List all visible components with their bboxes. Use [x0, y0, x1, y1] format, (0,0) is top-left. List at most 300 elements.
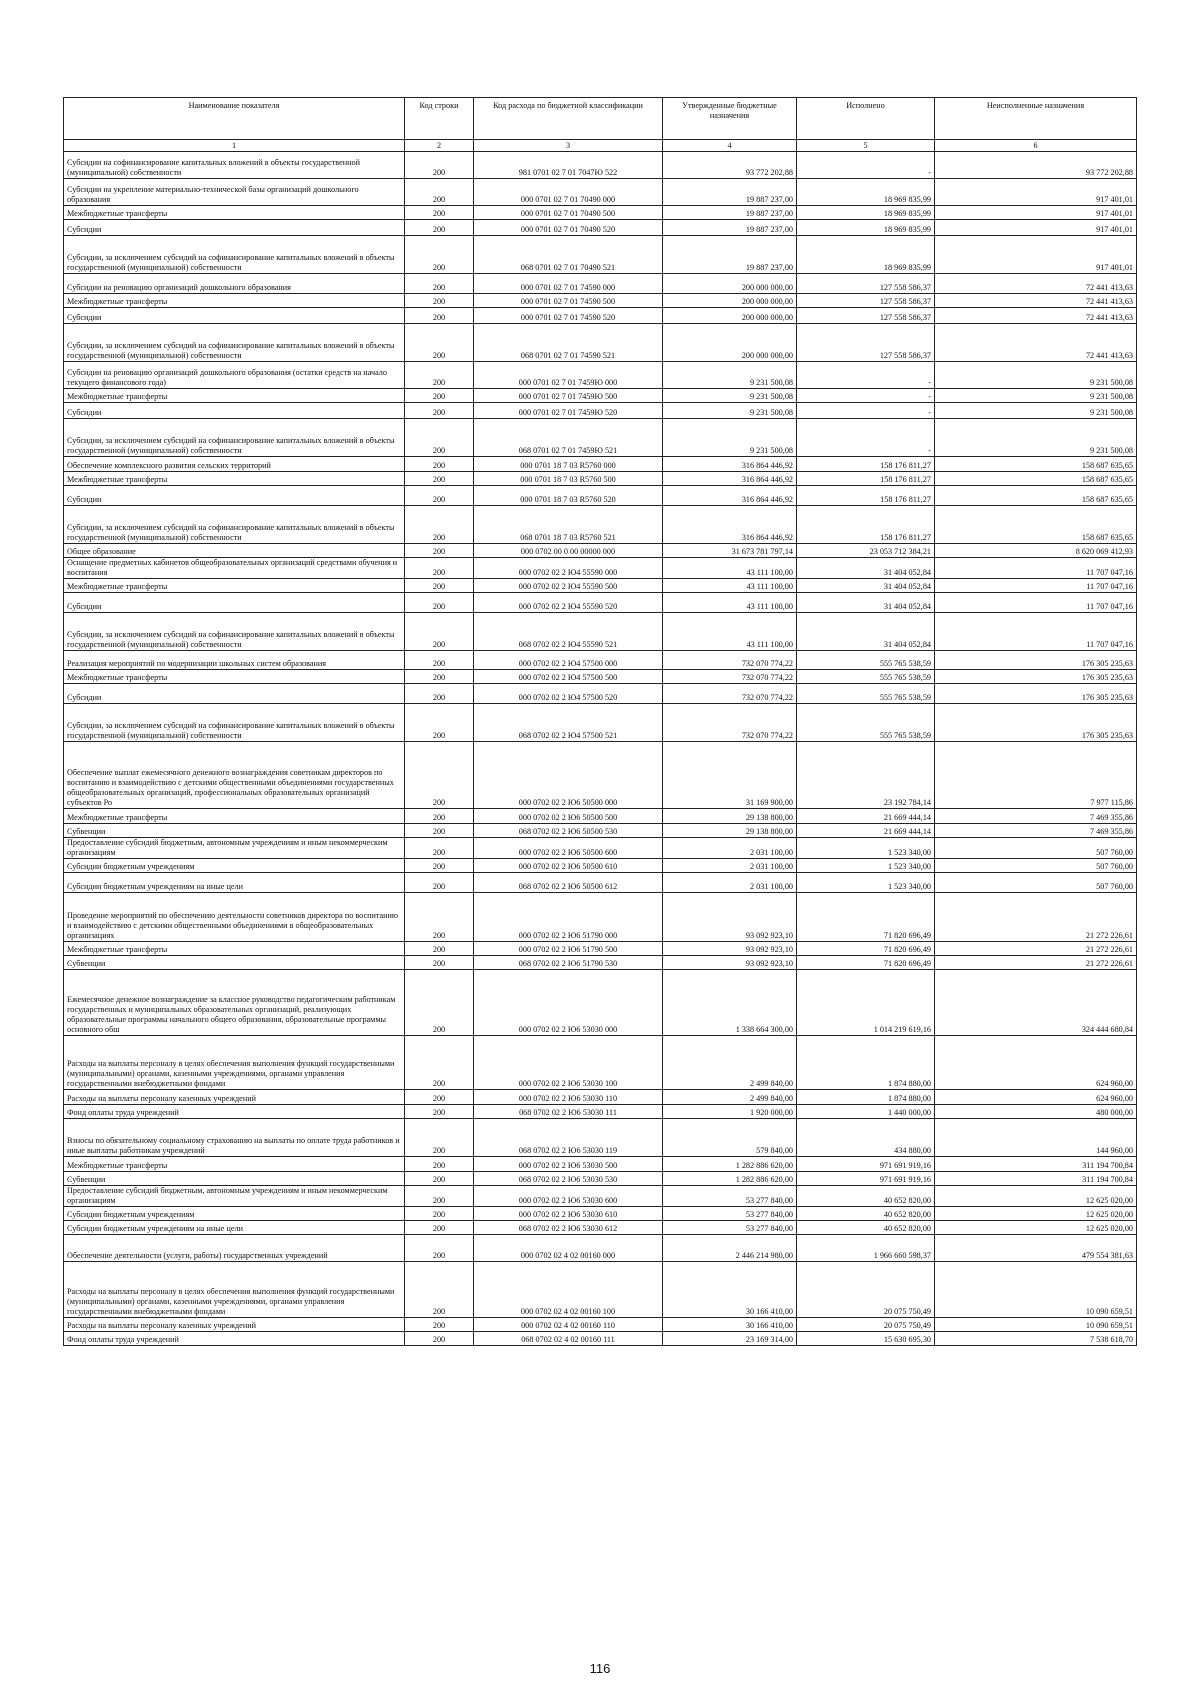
indicator-name-cell: Субсидии — [64, 308, 405, 324]
unexecuted-amount-cell: 311 194 700,84 — [935, 1157, 1137, 1172]
line-code-cell: 200 — [405, 206, 474, 220]
page-number: 116 — [589, 1661, 611, 1676]
line-code-cell: 200 — [405, 942, 474, 956]
line-code-cell: 200 — [405, 1157, 474, 1172]
table-row — [64, 1172, 1137, 1186]
indicator-name-cell: Обеспечение комплексного развития сельских территорий — [64, 457, 405, 472]
unexecuted-amount-cell: 9 231 500,08 — [935, 389, 1137, 403]
line-code-cell: 200 — [405, 544, 474, 558]
classification-code-cell: 000 0702 00 0 00 00000 000 — [474, 544, 663, 558]
approved-amount-cell: 43 111 100,00 — [663, 579, 797, 593]
indicator-name-cell: Межбюджетные трансферты — [64, 389, 405, 403]
executed-amount-cell: 127 558 586,37 — [797, 308, 935, 324]
indicator-name-cell: Субсидии — [64, 684, 405, 704]
executed-amount-cell: 18 969 835,99 — [797, 220, 935, 236]
executed-amount-cell: 71 820 696,49 — [797, 942, 935, 956]
unexecuted-amount-cell: 158 687 635,65 — [935, 472, 1137, 486]
table-row — [64, 942, 1137, 956]
classification-code-cell: 068 0701 02 7 01 7459Ю 521 — [474, 419, 663, 457]
unexecuted-amount-cell: 158 687 635,65 — [935, 457, 1137, 472]
executed-amount-cell: 40 652 820,00 — [797, 1221, 935, 1235]
executed-amount-cell: - — [797, 152, 935, 179]
approved-amount-cell: 732 070 774,22 — [663, 651, 797, 670]
line-code-cell: 200 — [405, 152, 474, 179]
classification-code-cell: 068 0702 02 2 Ю6 53030 612 — [474, 1221, 663, 1235]
executed-amount-cell: 1 874 880,00 — [797, 1090, 935, 1105]
table-row — [64, 893, 1137, 942]
indicator-name-cell: Межбюджетные трансферты — [64, 942, 405, 956]
column-number: 3 — [474, 140, 663, 152]
indicator-name-cell: Предоставление субсидий бюджетным, автономным учреждениям и иным некоммерческим организациям — [64, 1186, 405, 1207]
classification-code-cell: 000 0702 02 2 Ю4 57500 000 — [474, 651, 663, 670]
approved-amount-cell: 53 277 840,00 — [663, 1207, 797, 1221]
approved-amount-cell: 2 031 100,00 — [663, 873, 797, 893]
classification-code-cell: 000 0702 02 2 Ю4 55590 520 — [474, 593, 663, 613]
line-code-cell: 200 — [405, 1186, 474, 1207]
indicator-name-cell: Межбюджетные трансферты — [64, 809, 405, 824]
approved-amount-cell: 19 887 237,00 — [663, 206, 797, 220]
unexecuted-amount-cell: 176 305 235,63 — [935, 704, 1137, 742]
approved-amount-cell: 29 138 800,00 — [663, 809, 797, 824]
approved-amount-cell: 29 138 800,00 — [663, 824, 797, 838]
unexecuted-amount-cell: 72 441 413,63 — [935, 294, 1137, 308]
classification-code-cell: 000 0701 18 7 03 R5760 000 — [474, 457, 663, 472]
table-row — [64, 152, 1137, 179]
executed-amount-cell: 1 523 340,00 — [797, 873, 935, 893]
classification-code-cell: 000 0702 02 2 Ю4 55590 500 — [474, 579, 663, 593]
line-code-cell: 200 — [405, 1262, 474, 1318]
unexecuted-amount-cell: 72 441 413,63 — [935, 308, 1137, 324]
executed-amount-cell: 21 669 444,14 — [797, 809, 935, 824]
line-code-cell: 200 — [405, 236, 474, 274]
indicator-name-cell: Субсидии, за исключением субсидий на софинансирование капитальных вложений в объекты государственной (муниципальной) собственности — [64, 236, 405, 274]
unexecuted-amount-cell: 11 707 047,16 — [935, 579, 1137, 593]
table-row — [64, 1119, 1137, 1157]
indicator-name-cell: Субсидии — [64, 403, 405, 419]
indicator-name-cell: Субсидии бюджетным учреждениям — [64, 1207, 405, 1221]
unexecuted-amount-cell: 176 305 235,63 — [935, 684, 1137, 704]
classification-code-cell: 000 0702 02 2 Ю6 53030 600 — [474, 1186, 663, 1207]
unexecuted-amount-cell: 917 401,01 — [935, 220, 1137, 236]
table-row — [64, 419, 1137, 457]
executed-amount-cell: 158 176 811,27 — [797, 457, 935, 472]
unexecuted-amount-cell: 21 272 226,61 — [935, 956, 1137, 970]
classification-code-cell: 068 0702 02 2 Ю6 51790 530 — [474, 956, 663, 970]
table-row — [64, 179, 1137, 206]
unexecuted-amount-cell: 10 090 659,51 — [935, 1262, 1137, 1318]
executed-amount-cell: 18 969 835,99 — [797, 206, 935, 220]
executed-amount-cell: 127 558 586,37 — [797, 294, 935, 308]
approved-amount-cell: 9 231 500,08 — [663, 362, 797, 389]
approved-amount-cell: 732 070 774,22 — [663, 704, 797, 742]
line-code-cell: 200 — [405, 970, 474, 1036]
indicator-name-cell: Субсидии — [64, 220, 405, 236]
table-row — [64, 670, 1137, 684]
table-row — [64, 1090, 1137, 1105]
approved-amount-cell: 53 277 840,00 — [663, 1221, 797, 1235]
classification-code-cell: 000 0702 02 2 Ю6 50500 600 — [474, 838, 663, 859]
classification-code-cell: 000 0702 02 2 Ю4 57500 500 — [474, 670, 663, 684]
line-code-cell: 200 — [405, 1235, 474, 1262]
classification-code-cell: 000 0702 02 4 02 00160 100 — [474, 1262, 663, 1318]
approved-amount-cell: 2 499 840,00 — [663, 1090, 797, 1105]
approved-amount-cell: 316 864 446,92 — [663, 506, 797, 544]
indicator-name-cell: Субвенции — [64, 956, 405, 970]
executed-amount-cell: 158 176 811,27 — [797, 472, 935, 486]
executed-amount-cell: 20 075 750,49 — [797, 1318, 935, 1332]
header-line-code: Код строки — [405, 98, 474, 140]
classification-code-cell: 068 0702 02 4 02 00160 111 — [474, 1332, 663, 1346]
executed-amount-cell: - — [797, 419, 935, 457]
classification-code-cell: 000 0701 02 7 01 74590 000 — [474, 274, 663, 294]
column-number: 5 — [797, 140, 935, 152]
executed-amount-cell: 18 969 835,99 — [797, 236, 935, 274]
table-row — [64, 1207, 1137, 1221]
line-code-cell: 200 — [405, 506, 474, 544]
line-code-cell: 200 — [405, 613, 474, 651]
approved-amount-cell: 579 840,00 — [663, 1119, 797, 1157]
classification-code-cell: 000 0702 02 2 Ю6 53030 500 — [474, 1157, 663, 1172]
table-row — [64, 308, 1137, 324]
classification-code-cell: 000 0701 02 7 01 7459Ю 500 — [474, 389, 663, 403]
unexecuted-amount-cell: 176 305 235,63 — [935, 670, 1137, 684]
approved-amount-cell: 200 000 000,00 — [663, 324, 797, 362]
line-code-cell: 200 — [405, 179, 474, 206]
classification-code-cell: 000 0702 02 2 Ю6 50500 000 — [474, 742, 663, 809]
table-row — [64, 1235, 1137, 1262]
indicator-name-cell: Субсидии — [64, 486, 405, 506]
unexecuted-amount-cell: 7 469 355,86 — [935, 824, 1137, 838]
line-code-cell: 200 — [405, 362, 474, 389]
approved-amount-cell: 9 231 500,08 — [663, 389, 797, 403]
line-code-cell: 200 — [405, 419, 474, 457]
table-row — [64, 506, 1137, 544]
unexecuted-amount-cell: 9 231 500,08 — [935, 362, 1137, 389]
table-row — [64, 651, 1137, 670]
unexecuted-amount-cell: 624 960,00 — [935, 1090, 1137, 1105]
line-code-cell: 200 — [405, 558, 474, 579]
approved-amount-cell: 31 673 781 797,14 — [663, 544, 797, 558]
classification-code-cell: 000 0702 02 2 Ю6 53030 100 — [474, 1036, 663, 1090]
indicator-name-cell: Субсидии — [64, 593, 405, 613]
line-code-cell: 200 — [405, 457, 474, 472]
approved-amount-cell: 200 000 000,00 — [663, 294, 797, 308]
line-code-cell: 200 — [405, 1172, 474, 1186]
approved-amount-cell: 19 887 237,00 — [663, 236, 797, 274]
table-row — [64, 838, 1137, 859]
column-number-row — [64, 140, 1137, 152]
classification-code-cell: 000 0701 02 7 01 70490 000 — [474, 179, 663, 206]
header-budget-classification-code: Код расхода по бюджетной классификации — [474, 98, 663, 140]
table-row — [64, 704, 1137, 742]
line-code-cell: 200 — [405, 472, 474, 486]
approved-amount-cell: 43 111 100,00 — [663, 613, 797, 651]
table-row — [64, 956, 1137, 970]
executed-amount-cell: 40 652 820,00 — [797, 1186, 935, 1207]
table-row — [64, 1262, 1137, 1318]
approved-amount-cell: 200 000 000,00 — [663, 274, 797, 294]
table-row — [64, 809, 1137, 824]
executed-amount-cell: - — [797, 403, 935, 419]
classification-code-cell: 068 0701 18 7 03 R5760 521 — [474, 506, 663, 544]
unexecuted-amount-cell: 93 772 202,88 — [935, 152, 1137, 179]
classification-code-cell: 000 0702 02 2 Ю6 50500 610 — [474, 859, 663, 873]
table-row — [64, 544, 1137, 558]
classification-code-cell: 068 0702 02 2 Ю4 57500 521 — [474, 704, 663, 742]
executed-amount-cell: 555 765 538,59 — [797, 651, 935, 670]
indicator-name-cell: Расходы на выплаты персоналу казенных учреждений — [64, 1318, 405, 1332]
table-row — [64, 403, 1137, 419]
approved-amount-cell: 9 231 500,08 — [663, 419, 797, 457]
indicator-name-cell: Субсидии на реновацию организаций дошкольного образования (остатки средств на начало текущего финансового года) — [64, 362, 405, 389]
classification-code-cell: 000 0701 02 7 01 70490 500 — [474, 206, 663, 220]
line-code-cell: 200 — [405, 742, 474, 809]
indicator-name-cell: Расходы на выплаты персоналу в целях обеспечения выполнения функций государственными (муниципальными) органами, казенными учреждениями, органами управления государственными внебюджетными фондами — [64, 1262, 405, 1318]
executed-amount-cell: 555 765 538,59 — [797, 684, 935, 704]
unexecuted-amount-cell: 917 401,01 — [935, 206, 1137, 220]
header-unexecuted: Неисполненные назначения — [935, 98, 1137, 140]
executed-amount-cell: 1 014 219 619,16 — [797, 970, 935, 1036]
header-executed: Исполнено — [797, 98, 935, 140]
unexecuted-amount-cell: 21 272 226,61 — [935, 942, 1137, 956]
unexecuted-amount-cell: 158 687 635,65 — [935, 486, 1137, 506]
approved-amount-cell: 93 092 923,10 — [663, 893, 797, 942]
table-row — [64, 1036, 1137, 1090]
indicator-name-cell: Расходы на выплаты персоналу в целях обеспечения выполнения функций государственными (муниципальными) органами, казенными учреждениями, органами управления государственными внебюджетными фондами — [64, 1036, 405, 1090]
approved-amount-cell: 19 887 237,00 — [663, 220, 797, 236]
approved-amount-cell: 1 920 000,00 — [663, 1105, 797, 1119]
line-code-cell: 200 — [405, 893, 474, 942]
classification-code-cell: 000 0701 02 7 01 74590 500 — [474, 294, 663, 308]
line-code-cell: 200 — [405, 274, 474, 294]
indicator-name-cell: Фонд оплаты труда учреждений — [64, 1105, 405, 1119]
unexecuted-amount-cell: 176 305 235,63 — [935, 651, 1137, 670]
line-code-cell: 200 — [405, 670, 474, 684]
header-indicator-name: Наименование показателя — [64, 98, 405, 140]
unexecuted-amount-cell: 917 401,01 — [935, 236, 1137, 274]
approved-amount-cell: 200 000 000,00 — [663, 308, 797, 324]
executed-amount-cell: 31 404 052,84 — [797, 593, 935, 613]
column-number: 2 — [405, 140, 474, 152]
indicator-name-cell: Субсидии, за исключением субсидий на софинансирование капитальных вложений в объекты государственной (муниципальной) собственности — [64, 704, 405, 742]
unexecuted-amount-cell: 158 687 635,65 — [935, 506, 1137, 544]
table-row — [64, 457, 1137, 472]
line-code-cell: 200 — [405, 1105, 474, 1119]
classification-code-cell: 068 0701 02 7 01 70490 521 — [474, 236, 663, 274]
approved-amount-cell: 2 499 840,00 — [663, 1036, 797, 1090]
classification-code-cell: 000 0701 02 7 01 7459Ю 000 — [474, 362, 663, 389]
approved-amount-cell: 2 031 100,00 — [663, 838, 797, 859]
executed-amount-cell: 18 969 835,99 — [797, 179, 935, 206]
indicator-name-cell: Субсидии, за исключением субсидий на софинансирование капитальных вложений в объекты государственной (муниципальной) собственности — [64, 506, 405, 544]
classification-code-cell: 000 0701 02 7 01 74590 520 — [474, 308, 663, 324]
budget-execution-table — [63, 97, 1137, 1346]
classification-code-cell: 000 0702 02 4 02 00160 000 — [474, 1235, 663, 1262]
indicator-name-cell: Субсидии на укрепление материально-технической базы организаций дошкольного образования — [64, 179, 405, 206]
table-header-row — [64, 98, 1137, 140]
line-code-cell: 200 — [405, 1090, 474, 1105]
executed-amount-cell: 31 404 052,84 — [797, 558, 935, 579]
executed-amount-cell: 434 880,00 — [797, 1119, 935, 1157]
unexecuted-amount-cell: 11 707 047,16 — [935, 593, 1137, 613]
table-row — [64, 362, 1137, 389]
classification-code-cell: 000 0702 02 2 Ю4 57500 520 — [474, 684, 663, 704]
executed-amount-cell: 1 523 340,00 — [797, 859, 935, 873]
approved-amount-cell: 30 166 410,00 — [663, 1262, 797, 1318]
table-row — [64, 613, 1137, 651]
classification-code-cell: 000 0702 02 2 Ю6 53030 110 — [474, 1090, 663, 1105]
unexecuted-amount-cell: 72 441 413,63 — [935, 324, 1137, 362]
classification-code-cell: 000 0702 02 2 Ю6 51790 000 — [474, 893, 663, 942]
executed-amount-cell: 71 820 696,49 — [797, 893, 935, 942]
line-code-cell: 200 — [405, 1221, 474, 1235]
column-number: 1 — [64, 140, 405, 152]
line-code-cell: 200 — [405, 486, 474, 506]
executed-amount-cell: 127 558 586,37 — [797, 324, 935, 362]
indicator-name-cell: Ежемесячное денежное вознаграждение за классное руководство педагогическим работникам государственных и муниципальных образовательных организаций, реализующих образовательные программы начального общего образования, образовательные программы основного обш — [64, 970, 405, 1036]
table-row — [64, 970, 1137, 1036]
executed-amount-cell: 21 669 444,14 — [797, 824, 935, 838]
approved-amount-cell: 9 231 500,08 — [663, 403, 797, 419]
unexecuted-amount-cell: 324 444 680,84 — [935, 970, 1137, 1036]
line-code-cell: 200 — [405, 579, 474, 593]
executed-amount-cell: 71 820 696,49 — [797, 956, 935, 970]
line-code-cell: 200 — [405, 824, 474, 838]
approved-amount-cell: 1 282 886 620,00 — [663, 1157, 797, 1172]
line-code-cell: 200 — [405, 809, 474, 824]
unexecuted-amount-cell: 507 760,00 — [935, 873, 1137, 893]
indicator-name-cell: Субсидии, за исключением субсидий на софинансирование капитальных вложений в объекты государственной (муниципальной) собственности — [64, 419, 405, 457]
table-row — [64, 824, 1137, 838]
classification-code-cell: 000 0701 02 7 01 7459Ю 520 — [474, 403, 663, 419]
indicator-name-cell: Субвенции — [64, 1172, 405, 1186]
executed-amount-cell: 158 176 811,27 — [797, 486, 935, 506]
classification-code-cell: 068 0702 02 2 Ю6 53030 111 — [474, 1105, 663, 1119]
line-code-cell: 200 — [405, 593, 474, 613]
approved-amount-cell: 732 070 774,22 — [663, 684, 797, 704]
executed-amount-cell: 1 440 000,00 — [797, 1105, 935, 1119]
unexecuted-amount-cell: 11 707 047,16 — [935, 558, 1137, 579]
executed-amount-cell: 15 630 695,30 — [797, 1332, 935, 1346]
unexecuted-amount-cell: 12 625 020,00 — [935, 1207, 1137, 1221]
unexecuted-amount-cell: 12 625 020,00 — [935, 1221, 1137, 1235]
approved-amount-cell: 93 772 202,88 — [663, 152, 797, 179]
column-number: 6 — [935, 140, 1137, 152]
approved-amount-cell: 2 031 100,00 — [663, 859, 797, 873]
unexecuted-amount-cell: 480 000,00 — [935, 1105, 1137, 1119]
classification-code-cell: 981 0701 02 7 01 7047Ю 522 — [474, 152, 663, 179]
column-number: 4 — [663, 140, 797, 152]
table-row — [64, 1105, 1137, 1119]
approved-amount-cell: 19 887 237,00 — [663, 179, 797, 206]
table-row — [64, 558, 1137, 579]
line-code-cell: 200 — [405, 294, 474, 308]
classification-code-cell: 068 0702 02 2 Ю6 50500 612 — [474, 873, 663, 893]
indicator-name-cell: Фонд оплаты труда учреждений — [64, 1332, 405, 1346]
unexecuted-amount-cell: 9 231 500,08 — [935, 403, 1137, 419]
indicator-name-cell: Субсидии, за исключением субсидий на софинансирование капитальных вложений в объекты государственной (муниципальной) собственности — [64, 613, 405, 651]
indicator-name-cell: Межбюджетные трансферты — [64, 472, 405, 486]
executed-amount-cell: - — [797, 362, 935, 389]
classification-code-cell: 000 0702 02 2 Ю6 53030 610 — [474, 1207, 663, 1221]
classification-code-cell: 000 0701 02 7 01 70490 520 — [474, 220, 663, 236]
table-row — [64, 742, 1137, 809]
line-code-cell: 200 — [405, 873, 474, 893]
indicator-name-cell: Межбюджетные трансферты — [64, 294, 405, 308]
unexecuted-amount-cell: 917 401,01 — [935, 179, 1137, 206]
table-row — [64, 486, 1137, 506]
unexecuted-amount-cell: 9 231 500,08 — [935, 419, 1137, 457]
executed-amount-cell: 127 558 586,37 — [797, 274, 935, 294]
indicator-name-cell: Субсидии бюджетным учреждениям на иные цели — [64, 873, 405, 893]
unexecuted-amount-cell: 11 707 047,16 — [935, 613, 1137, 651]
executed-amount-cell: 23 192 784,14 — [797, 742, 935, 809]
approved-amount-cell: 43 111 100,00 — [663, 558, 797, 579]
unexecuted-amount-cell: 72 441 413,63 — [935, 274, 1137, 294]
line-code-cell: 200 — [405, 403, 474, 419]
indicator-name-cell: Обеспечение деятельности (услуги, работы) государственных учреждений — [64, 1235, 405, 1262]
executed-amount-cell: 1 874 880,00 — [797, 1036, 935, 1090]
line-code-cell: 200 — [405, 324, 474, 362]
line-code-cell: 200 — [405, 389, 474, 403]
indicator-name-cell: Субсидии на реновацию организаций дошкольного образования — [64, 274, 405, 294]
table-row — [64, 206, 1137, 220]
approved-amount-cell: 316 864 446,92 — [663, 472, 797, 486]
unexecuted-amount-cell: 7 977 115,86 — [935, 742, 1137, 809]
indicator-name-cell: Общее образование — [64, 544, 405, 558]
executed-amount-cell: 20 075 750,49 — [797, 1262, 935, 1318]
approved-amount-cell: 43 111 100,00 — [663, 593, 797, 613]
approved-amount-cell: 1 338 664 300,00 — [663, 970, 797, 1036]
table-row — [64, 220, 1137, 236]
table-row — [64, 873, 1137, 893]
executed-amount-cell: 971 691 919,16 — [797, 1172, 935, 1186]
unexecuted-amount-cell: 479 554 381,63 — [935, 1235, 1137, 1262]
approved-amount-cell: 30 166 410,00 — [663, 1318, 797, 1332]
table-row — [64, 389, 1137, 403]
unexecuted-amount-cell: 21 272 226,61 — [935, 893, 1137, 942]
line-code-cell: 200 — [405, 859, 474, 873]
unexecuted-amount-cell: 7 538 618,70 — [935, 1332, 1137, 1346]
indicator-name-cell: Расходы на выплаты персоналу казенных учреждений — [64, 1090, 405, 1105]
classification-code-cell: 068 0702 02 2 Ю6 50500 530 — [474, 824, 663, 838]
line-code-cell: 200 — [405, 704, 474, 742]
classification-code-cell: 000 0702 02 2 Ю6 51790 500 — [474, 942, 663, 956]
approved-amount-cell: 23 169 314,00 — [663, 1332, 797, 1346]
executed-amount-cell: 31 404 052,84 — [797, 579, 935, 593]
unexecuted-amount-cell: 624 960,00 — [935, 1036, 1137, 1090]
classification-code-cell: 068 0702 02 2 Ю6 53030 530 — [474, 1172, 663, 1186]
table-row — [64, 472, 1137, 486]
table-row — [64, 274, 1137, 294]
table-row — [64, 593, 1137, 613]
header-approved-budget: Утвержденные бюджетные назначения — [663, 98, 797, 140]
table-row — [64, 579, 1137, 593]
executed-amount-cell: 40 652 820,00 — [797, 1207, 935, 1221]
unexecuted-amount-cell: 144 960,00 — [935, 1119, 1137, 1157]
approved-amount-cell: 2 446 214 980,00 — [663, 1235, 797, 1262]
classification-code-cell: 068 0702 02 2 Ю4 55590 521 — [474, 613, 663, 651]
approved-amount-cell: 316 864 446,92 — [663, 486, 797, 506]
table-row — [64, 1318, 1137, 1332]
approved-amount-cell: 31 169 900,00 — [663, 742, 797, 809]
indicator-name-cell: Субвенции — [64, 824, 405, 838]
table-row — [64, 324, 1137, 362]
indicator-name-cell: Межбюджетные трансферты — [64, 1157, 405, 1172]
approved-amount-cell: 732 070 774,22 — [663, 670, 797, 684]
indicator-name-cell: Реализация мероприятий по модернизации школьных систем образования — [64, 651, 405, 670]
indicator-name-cell: Субсидии на софинансирование капитальных вложений в объекты государственной (муниципальной) собственности — [64, 152, 405, 179]
